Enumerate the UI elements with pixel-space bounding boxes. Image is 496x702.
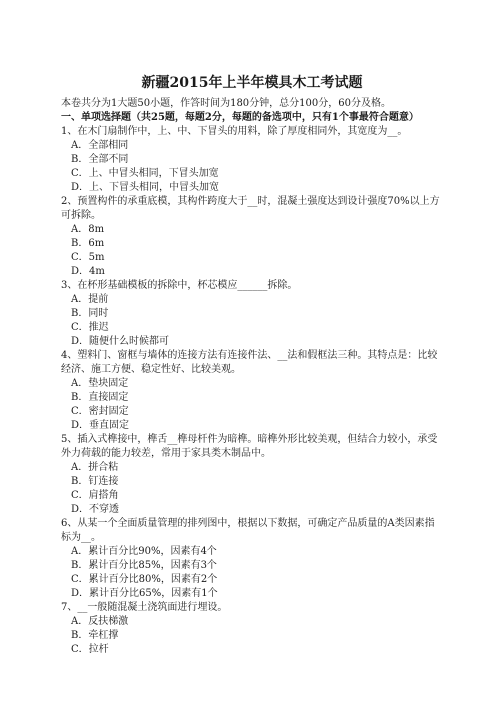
answer-option: D．4m bbox=[71, 266, 105, 277]
question-stem: 5、插入式榫接中，榫舌__榫母杆件为暗榫。暗榫外形比较美观，但结合力较小，承受外力荷载的能力较差，常用于家具类木制品中。 bbox=[61, 434, 438, 459]
answer-option: B．累计百分比85%，因素有3个 bbox=[71, 560, 217, 571]
answer-option: B．同时 bbox=[71, 308, 109, 319]
question-stem: 4、塑料门、窗框与墙体的连接方法有连接件法、__法和假框法三种。其特点是：比较经济、施工方便、稳定性好、比较美观。 bbox=[61, 350, 438, 375]
answer-option: C．推迟 bbox=[71, 322, 109, 333]
answer-option: D．不穿透 bbox=[71, 504, 120, 515]
answer-option: A．拼合粘 bbox=[71, 462, 119, 473]
question-stem: 3、在杯形基础模板的拆除中，杯芯模应______拆除。 bbox=[61, 280, 298, 291]
question-stem: 1、在木门扇制作中，上、中、下冒头的用料，除了厚度相同外，其宽度为__。 bbox=[61, 126, 408, 137]
answer-option: C．肩搭角 bbox=[71, 490, 119, 501]
answer-option: A．累计百分比90%，因素有4个 bbox=[71, 546, 217, 557]
answer-option: B．钉连接 bbox=[71, 476, 119, 487]
question-stem: 6、从某一个全面质量管理的排列图中，根据以下数据，可确定产品质量的A类因素指标为__。 bbox=[61, 518, 435, 543]
question-stem: 2、预置构件的承重底模，其构件跨度大于__时，混凝土强度达到设计强度70%以上方可拆除。 bbox=[61, 196, 440, 221]
answer-option: D．垂直固定 bbox=[71, 420, 130, 431]
answer-option: C．5m bbox=[71, 252, 105, 263]
answer-option: A．垫块固定 bbox=[71, 378, 129, 389]
answer-option: B．全部不同 bbox=[71, 154, 129, 165]
answer-option: C．累计百分比80%，因素有2个 bbox=[71, 574, 218, 585]
document-page bbox=[61, 74, 443, 657]
answer-option: A．提前 bbox=[71, 294, 109, 305]
answer-option: C．拉杆 bbox=[71, 644, 109, 655]
exam-intro: 本卷共分为1大题50小题，作答时间为180分钟，总分100分，60分及格。 bbox=[61, 98, 391, 109]
question-stem: 7、__一般随混凝土浇筑面进行埋设。 bbox=[61, 602, 228, 613]
answer-option: C．密封固定 bbox=[71, 406, 129, 417]
section-heading: 一、单项选择题（共25题，每题2分，每题的备选项中，只有1个事最符合题意） bbox=[61, 112, 419, 123]
answer-option: A．反扶梯激 bbox=[71, 616, 129, 627]
answer-option: B．6m bbox=[71, 238, 105, 249]
answer-option: A．全部相同 bbox=[71, 140, 129, 151]
answer-option: B．直接固定 bbox=[71, 392, 129, 403]
answer-option: A．8m bbox=[71, 224, 105, 235]
answer-option: C．上、中冒头相同，下冒头加宽 bbox=[71, 168, 219, 179]
answer-option: B．牵杠撑 bbox=[71, 630, 119, 641]
answer-option: D．累计百分比65%，因素有1个 bbox=[71, 588, 218, 599]
document-title: 新疆2015年上半年模具木工考试题 bbox=[141, 75, 363, 91]
answer-option: D．上、下冒头相同，中冒头加宽 bbox=[71, 182, 220, 193]
question-list bbox=[61, 125, 443, 657]
answer-option: D．随便什么时候都可 bbox=[71, 336, 170, 347]
